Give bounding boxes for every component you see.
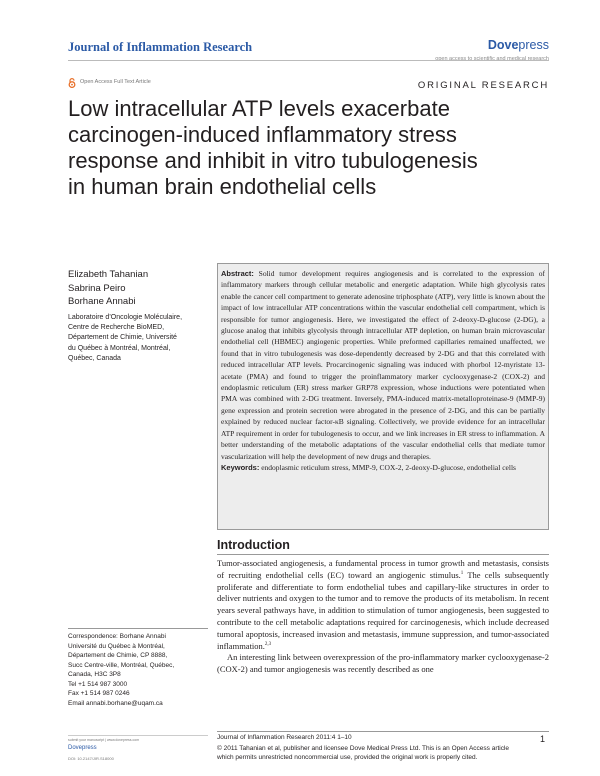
keywords (221, 462, 545, 473)
paragraph: An interesting link between overexpression of the pro-inflammatory marker cyclooxygenase-2 (COX-2) and tumor angiogenesis was recently described as one (217, 652, 549, 675)
submit-manuscript-link[interactable]: submit your manuscript | www.dovepress.com (68, 738, 140, 742)
open-access-label: Open Access Full Text Article (80, 79, 151, 85)
affiliation-line: du Québec à Montréal, Montréal, (68, 344, 171, 352)
publisher-logo-dove: Dove (487, 38, 519, 52)
copyright-notice (217, 744, 542, 762)
page-number: 1 (540, 734, 546, 744)
correspondence (68, 632, 213, 708)
copyright-line: © 2011 Tahanian et al, publisher and licensee Dove Medical Press Ltd. This is an Open Access article (217, 745, 510, 752)
affiliation-line: Québec, Canada (68, 354, 121, 362)
keywords-label: Keywords: (221, 462, 260, 472)
section-heading-introduction: Introduction (217, 538, 290, 552)
correspondence-email[interactable]: Email annabi.borhane@uqam.ca (68, 699, 163, 707)
doi[interactable]: DOI: 10.2147/JIR.S18000 (68, 756, 114, 761)
article-title (68, 96, 538, 200)
affiliation (68, 313, 208, 364)
correspondence-line: Université du Québec à Montréal, (68, 642, 165, 650)
author-name: Sabrina Peiro (68, 282, 126, 294)
copyright-line: which permits unrestricted noncommercial use, provided the original work is properly cited. (217, 754, 478, 762)
author-name: Borhane Annabi (68, 296, 136, 307)
publisher-logo-press: press (518, 38, 549, 52)
footer-publisher-logo[interactable]: Dovepress (68, 745, 97, 751)
correspondence-line: Succ Centre-ville, Montréal, Québec, (68, 661, 175, 669)
abstract (221, 268, 545, 462)
title-line: carcinogen-induced inflammatory stress (68, 122, 457, 147)
article-type: ORIGINAL RESEARCH (417, 80, 549, 91)
abstract-body: Solid tumor development requires angiogenesis and is correlated to the expression of inflammatory markers through cellular metabolic and energetic adaptation. While high glycolysis rates enable the cancer cell compartment to generate adenosine triphosphate (ATP), very little is known about the impact of low intracellular ATP concentrations within the vascular endothelial cell compartment, which is responsible for tumor angiogenesis. Here, we investigated the effect of 2-deoxy-D-glucose (2-DG), a glucose analog that inhibits glycolysis through intracellular ATP depletion, on human brain microvascular endothelial cell (HBMEC) angiogenic properties. While preformed capillaries remained unaffected, we found that in vitro tubulogenesis was dose-dependently decreased by 2-DG and that this correlated with reduced intracellular ATP levels. Procarcinogenic signaling was induced with phorbol 12-myristate 13-acetate (PMA) and found to trigger the proinflammatory marker cyclooxygenase-2 (COX-2) and endoplasmic reticulum (ER) stress marker GRP78 expression, whose inductions were potentiated when PMA was combined with 2-DG treatment. Inversely, PMA-induced matrix-metalloproteinase-9 (MMP-9) gene expression and protein secretion were abrogated in the presence of 2-DG, and this can be partially explained by reduced nuclear factor-κB signaling. Collectively, we provide evidence for an intracellular ATP requirement in order for tubulogenesis to occur, and we link increases in ER stress to inflammation. A better understanding of the metabolic adaptations of the vascular endothelial cells that mediate tumor vascularization will help the development of new drugs and therapies. (221, 269, 545, 461)
paragraph-text: Tumor-associated angiogenesis, a fundamental process in tumor growth and metastasis, consists of recruiting endothelial cells (EC) toward an angiogenic stimulus. (217, 558, 549, 580)
reference-link[interactable]: 1 (460, 570, 464, 576)
correspondence-line: Tel +1 514 987 3000 (68, 680, 128, 688)
journal-citation: Journal of Inflammation Research 2011:4 1–10 (217, 734, 352, 741)
abstract-label: Abstract: (221, 269, 254, 278)
footer-divider-left (68, 735, 208, 736)
affiliation-line: Centre de Recherche BioMED, (68, 324, 165, 332)
keywords-body: endoplasmic reticulum stress, MMP-9, COX-2, 2-deoxy-D-glucose, endothelial cells (261, 462, 516, 472)
title-line: response and inhibit in vitro tubulogenesis (68, 148, 478, 173)
affiliation-line: Laboratoire d’Oncologie Moléculaire, (68, 314, 183, 321)
correspondence-line: Département de Chimie, CP 8888, (68, 652, 168, 659)
abstract-box (217, 263, 549, 530)
correspondence-divider (68, 628, 208, 629)
open-access-lock-icon (68, 78, 76, 88)
title-line: Low intracellular ATP levels exacerbate (68, 96, 450, 121)
journal-name: Journal of Inflammation Research (68, 40, 253, 54)
paragraph-text: The cells subsequently proliferate and differentiate to form endothelial tubes and capillary-like structures in order to deliver nutrients and oxygen to the tumor and to remove the products of its metabolism. In recent years several pathways have, in addition to stimulation of tumor angiogenesis, been suggested to contribute to the cell metabolic adaptations required for carcinogenesis, which include decreased tumoral apoptosis, increased invasion and metastasis, immune suppression, and tumor-associated inflammation. (217, 569, 549, 651)
correspondence-line: Fax +1 514 987 0246 (68, 690, 130, 697)
footer-divider-right (217, 731, 549, 732)
reference-link[interactable]: 2,3 (264, 641, 272, 647)
paragraph (217, 558, 549, 652)
affiliation-line: Département de Chimie, Université (68, 334, 177, 342)
publisher-logo[interactable] (488, 38, 549, 52)
author-name: Elizabeth Tahanian (68, 269, 149, 280)
section-divider (217, 554, 549, 555)
author-list (68, 268, 148, 309)
correspondence-line: Correspondence: Borhane Annabi (68, 633, 166, 640)
title-line: in human brain endothelial cells (68, 174, 377, 199)
introduction-body (217, 558, 549, 676)
header-divider (68, 60, 549, 61)
publisher-tagline: open access to scientific and medical research (435, 56, 549, 62)
correspondence-line: Canada, H3C 3P8 (68, 671, 121, 678)
